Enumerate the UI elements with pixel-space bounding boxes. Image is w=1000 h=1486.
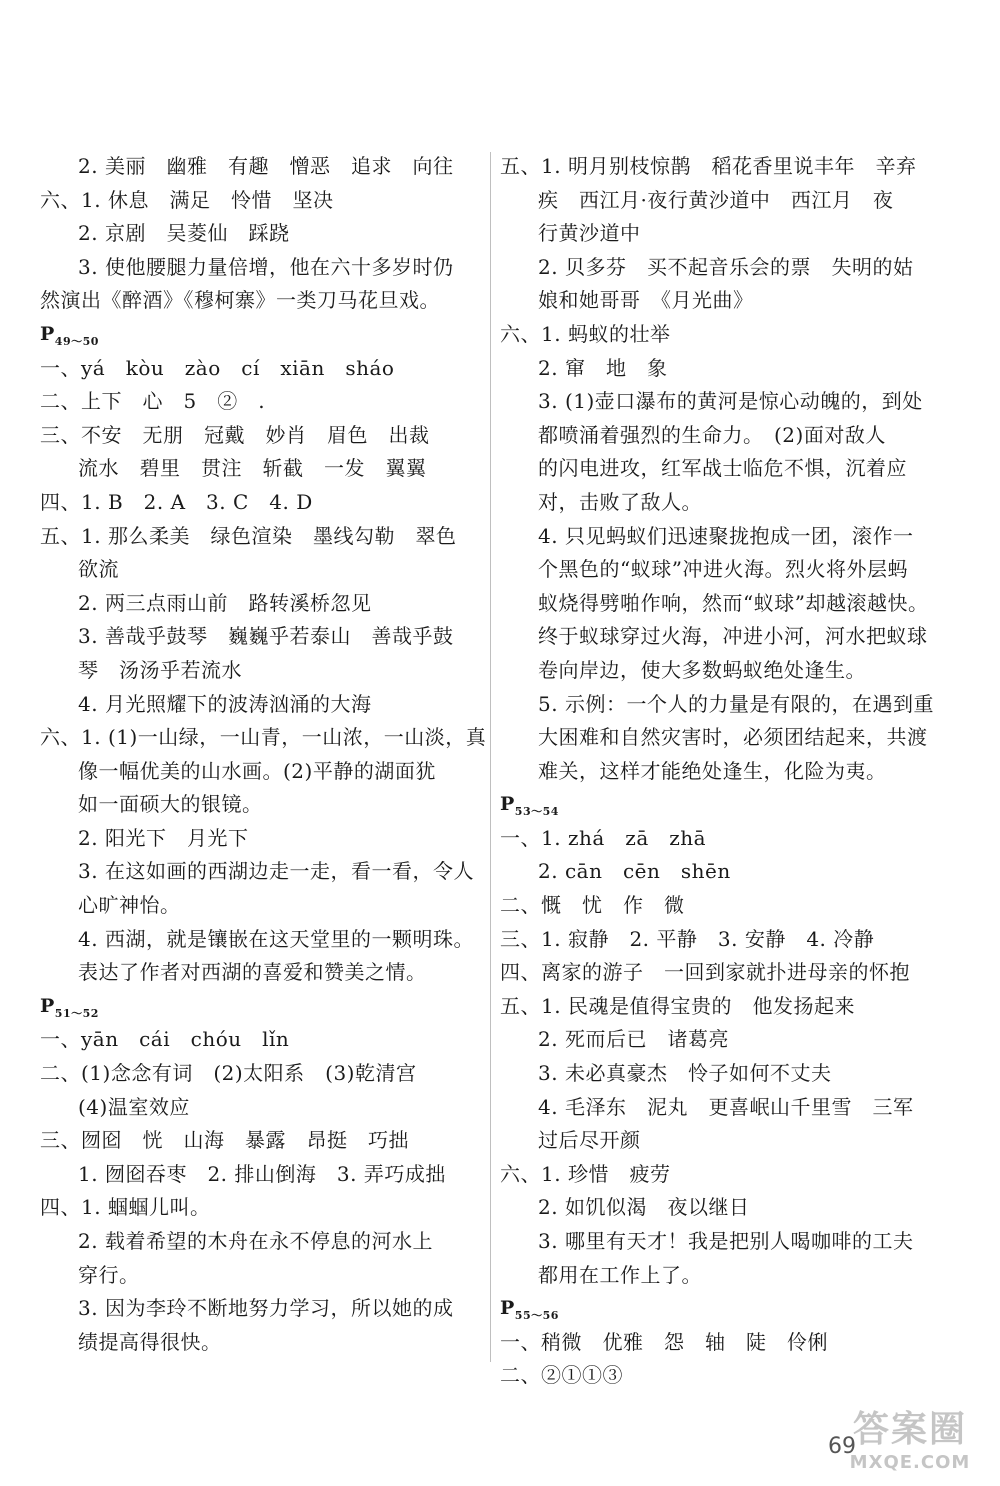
answer-line: 六、1. (1)一山绿，一山青，一山浓，一山淡，真 [40, 725, 487, 750]
answer-line: 2. 窜 地 象 [538, 355, 668, 380]
answer-line: 3. 哪里有天才！我是把别人喝咖啡的工夫 [538, 1229, 914, 1253]
answer-line: 2. 两三点雨山前 路转溪桥忽见 [78, 590, 372, 615]
answer-line: 2. 京剧 吴菱仙 踩跷 [78, 221, 290, 246]
answer-line: 4. 毛泽东 泥丸 更喜岷山千里雪 三军 [538, 1094, 914, 1119]
answer-line: 绩提高得很快。 [78, 1329, 222, 1354]
right-column [500, 150, 940, 1393]
answer-line: 2. cān cēn shēn [538, 859, 731, 884]
answer-line: 一、稍微 优雅 怨 轴 陡 伶俐 [500, 1329, 828, 1354]
answer-line: 4. 西湖，就是镶嵌在这天堂里的一颗明珠。 [78, 926, 474, 951]
answer-line: 2. 死而后已 诸葛亮 [538, 1027, 729, 1052]
answer-line: 一、yá kòu zào cí xiān sháo [40, 355, 395, 380]
answer-line: 过后尽开颜 [538, 1128, 641, 1153]
answer-line: 3. (1)壶口瀑布的黄河是惊心动魄的，到处 [538, 389, 923, 414]
column-divider [490, 152, 491, 1362]
answer-line: 三、1. 寂静 2. 平静 3. 安静 4. 冷静 [500, 926, 875, 951]
answer-line: 3. 使他腰腿力量倍增，他在六十多岁时仍 [78, 254, 454, 279]
answer-line: 流水 碧里 贯注 斩截 一发 翼翼 [78, 456, 427, 481]
answer-line: 都喷涌着强烈的生命力。 (2)面对敌人 [538, 422, 886, 447]
answer-line: 四、1. B 2. A 3. C 4. D [40, 489, 313, 514]
answer-line: 对，击败了敌人。 [538, 489, 702, 514]
answer-line: 心旷神怡。 [78, 893, 181, 918]
answer-line: 大困难和自然灾害时，必须团结起来，共渡 [538, 725, 928, 750]
answer-line: 疾 西江月·夜行黄沙道中 西江月 夜 [538, 187, 894, 212]
answer-line: 二、慨 忧 作 微 [500, 893, 685, 918]
answer-line: 个黑色的“蚁球”冲进火海。烈火将外层蚂 [538, 557, 908, 582]
answer-line: 2. 阳光下 月光下 [78, 825, 249, 850]
answer-line: 五、1. 那么柔美 绿色渲染 墨线勾勒 翠色 [40, 523, 457, 548]
answer-line: 4. 月光照耀下的波涛汹涌的大海 [78, 691, 372, 716]
answer-line: 表达了作者对西湖的喜爱和赞美之情。 [78, 960, 427, 985]
left-column [40, 150, 487, 1359]
answer-line: 三、囫囵 恍 山海 暴露 昂挺 巧拙 [40, 1128, 409, 1153]
answer-line: (4)温室效应 [78, 1094, 190, 1119]
answer-line: 穿行。 [78, 1262, 140, 1287]
answer-line: 终于蚁球穿过火海，冲进小河，河水把蚁球 [538, 624, 928, 649]
answer-line: 4. 只见蚂蚁们迅速聚拢抱成一团，滚作一 [538, 523, 914, 548]
answer-line: 3. 在这如画的西湖边走一走，看一看，令人 [78, 859, 474, 884]
answer-line: 六、1. 珍惜 疲劳 [500, 1161, 671, 1186]
answer-line: 然演出《醉酒》《穆柯寨》一类刀马花旦戏。 [40, 288, 440, 313]
answer-line: 1. 囫囵吞枣 2. 排山倒海 3. 弄巧成拙 [78, 1161, 446, 1186]
answer-line: 二、上下 心 5 ② . [40, 389, 266, 414]
answer-line: 蚁烧得劈啪作响，然而“蚁球”却越滚越快。 [538, 590, 929, 615]
answer-line: 3. 善哉乎鼓琴 巍巍乎若泰山 善哉乎鼓 [78, 624, 454, 649]
answer-line: 2. 贝多芬 买不起音乐会的票 失明的姑 [538, 254, 914, 279]
answer-line: 2. 美丽 幽雅 有趣 憎恶 追求 向往 [78, 154, 454, 178]
answer-line: 琴 汤汤乎若流水 [78, 657, 242, 682]
section-heading: $P_{55\sim 56}$ [500, 1297, 559, 1322]
answer-line: 卷向岸边，使大多数蚂蚁绝处逢生。 [538, 657, 866, 682]
answer-line: 3. 未必真豪杰 怜子如何不丈夫 [538, 1061, 832, 1086]
answer-line: 二、②①①③ [500, 1363, 623, 1388]
answer-line: 3. 因为李玲不断地努力学习，所以她的成 [78, 1296, 454, 1321]
page-number: 69 [828, 1434, 856, 1459]
answer-line: 五、1. 明月别枝惊鹊 稻花香里说丰年 辛弃 [500, 154, 917, 178]
answer-line: 六、1. 休息 满足 怜惜 坚决 [40, 187, 334, 212]
answer-line: 娘和她哥哥 《月光曲》 [538, 288, 754, 313]
section-heading: $P_{51\sim 52}$ [40, 994, 99, 1020]
answer-line: 的闪电进攻，红军战士临危不惧，沉着应 [538, 456, 907, 481]
answer-line: 行黄沙道中 [538, 221, 641, 246]
section-heading: $P_{53\sim 54}$ [500, 793, 559, 819]
watermark-logo [830, 1395, 990, 1480]
answer-line: 5. 示例：一个人的力量是有限的，在遇到重 [538, 691, 934, 716]
answer-line: 四、离家的游子 一回到家就扑进母亲的怀抱 [500, 960, 910, 985]
answer-line: 难关，这样才能绝处逢生，化险为夷。 [538, 758, 887, 783]
answer-line: 一、1. zhá zā zhā [500, 825, 707, 850]
answer-line: 六、1. 蚂蚁的壮举 [500, 321, 671, 346]
section-heading: $P_{49\sim 50}$ [40, 322, 99, 348]
answer-line: 四、1. 蝈蝈儿叫。 [40, 1195, 211, 1220]
answer-line: 三、不安 无朋 冠戴 妙肖 眉色 出裁 [40, 422, 430, 447]
answer-line: 五、1. 民魂是值得宝贵的 他发扬起来 [500, 993, 855, 1018]
answer-line: 二、(1)念念有词 (2)太阳系 (3)乾清宫 [40, 1061, 417, 1086]
watermark-text: 答案圈 [852, 1409, 967, 1450]
answer-line: 如一面硕大的银镜。 [78, 792, 263, 817]
answer-line: 2. 载着希望的木舟在永不停息的河水上 [78, 1229, 433, 1253]
watermark-url: MXQE.COM [849, 1452, 971, 1473]
answer-line: 欲流 [78, 557, 119, 582]
answer-line: 一、yān cái chóu lǐn [40, 1027, 290, 1052]
answer-line: 2. 如饥似渴 夜以继日 [538, 1195, 750, 1220]
answer-line: 像一幅优美的山水画。(2)平静的湖面犹 [78, 758, 436, 783]
answer-line: 都用在工作上了。 [538, 1262, 702, 1287]
